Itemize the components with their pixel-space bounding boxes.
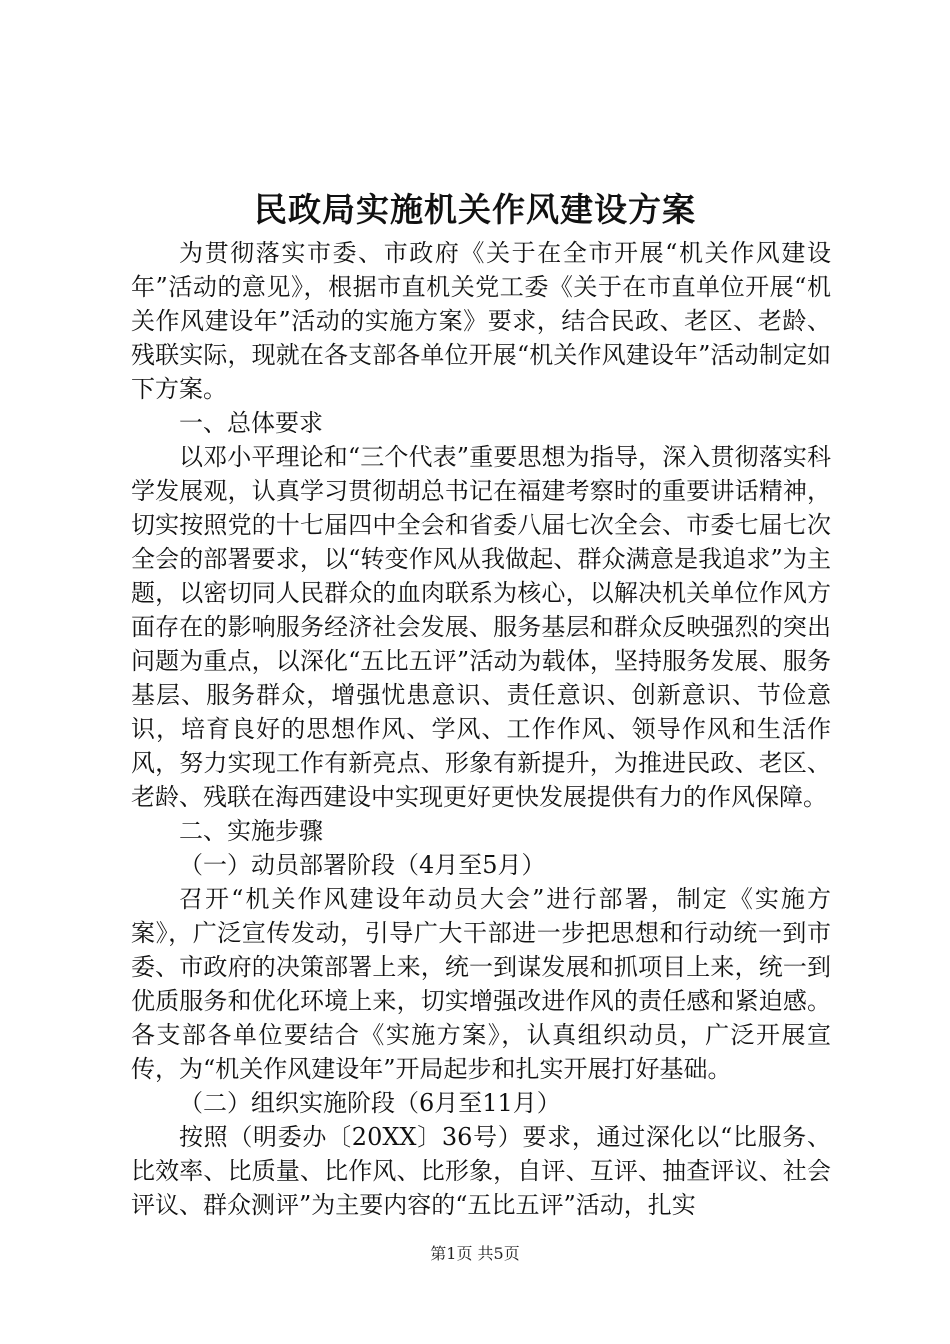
- mobilization-paragraph: 召开“机关作风建设年动员大会”进行部署，制定《实施方案》，广泛宣传发动，引导广大干部进一步把思想和行动统一到市委、市政府的决策部署上来，统一到谋发展和抓项目上来，统一到优质服务和优化环境上来，切实增强改进作风的责任感和紧迫感。各支部各单位要结合《实施方案》，认真组织动员，广泛开展宣传，为“机关作风建设年”开局起步和扎实开展打好基础。: [131, 885, 831, 1083]
- document-title: 民政局实施机关作风建设方案: [254, 190, 696, 229]
- section-heading-implementation-steps: 二、实施步骤: [179, 817, 323, 845]
- section-heading-general-requirements: 一、总体要求: [179, 409, 323, 437]
- intro-paragraph: 为贯彻落实市委、市政府《关于在全市开展“机关作风建设年”活动的意见》，根据市直机关党工委《关于在市直单位开展“机关作风建设年”活动的实施方案》要求，结合民政、老区、老龄、残联实际，现就在各支部各单位开展“机关作风建设年”活动制定如下方案。: [131, 239, 831, 403]
- general-requirements-paragraph: 以邓小平理论和“三个代表”重要思想为指导，深入贯彻落实科学发展观，认真学习贯彻胡总书记在福建考察时的重要讲话精神，切实按照党的十七届四中全会和省委八届七次全会、市委七届七次全会的部署要求，以“转变作风从我做起、群众满意是我追求”为主题，以密切同人民群众的血肉联系为核心，以解决机关单位作风方面存在的影响服务经济社会发展、服务基层和群众反映强烈的突出问题为重点，以深化“五比五评”活动为载体，坚持服务发展、服务基层、服务群众，增强忧患意识、责任意识、创新意识、节俭意识，培育良好的思想作风、学风、工作作风、领导作风和生活作风，努力实现工作有新亮点、形象有新提升，为推进民政、老区、老龄、残联在海西建设中实现更好更快发展提供有力的作风保障。: [131, 443, 831, 811]
- subsection-heading-mobilization: （一）动员部署阶段（4月至5月）: [179, 851, 546, 879]
- document-body: [131, 236, 831, 1222]
- subsection-heading-implementation: （二）组织实施阶段（6月至11月）: [179, 1089, 561, 1117]
- implementation-paragraph: 按照（明委办〔20XX〕36号）要求，通过深化以“比服务、比效率、比质量、比作风、比形象，自评、互评、抽查评议、社会评议、群众测评”为主要内容的“五比五评”活动，扎实: [131, 1123, 831, 1219]
- page-footer: 第1页 共5页: [430, 1244, 520, 1263]
